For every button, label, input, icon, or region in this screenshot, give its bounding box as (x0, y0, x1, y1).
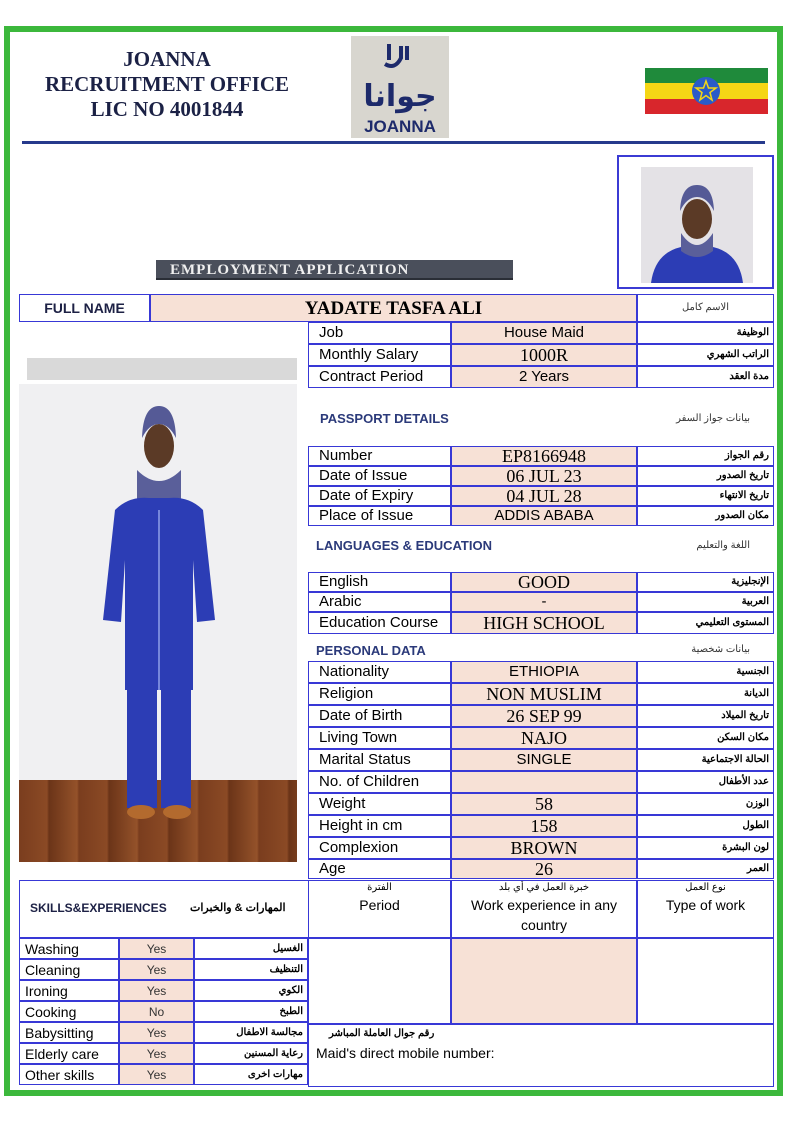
type-of-work-header-cell (637, 880, 774, 938)
row-label: Age (308, 859, 451, 879)
passport-section-title: PASSPORT DETAILS (320, 411, 449, 426)
row-value: SINGLE (451, 749, 637, 771)
mobile-number-cell (308, 1024, 774, 1087)
row-label-ar: مكان الصدور (637, 506, 774, 526)
row-value: GOOD (451, 572, 637, 592)
skills-title: SKILLS&EXPERIENCES (30, 901, 167, 915)
row-label-ar: عدد الأطفال (637, 771, 774, 793)
mobile-number-ar: رقم جوال العاملة المباشر (329, 1028, 435, 1039)
row-label: Education Course (308, 612, 451, 634)
row-label: Monthly Salary (308, 344, 451, 366)
logo-arabic: جوانا (363, 79, 437, 114)
row-value: 158 (451, 815, 637, 837)
row-label-ar: الراتب الشهري (637, 344, 774, 366)
row-label-ar: الديانة (637, 683, 774, 705)
work-experience-label: Work experience in any country (470, 897, 618, 933)
row-value: NON MUSLIM (451, 683, 637, 705)
type-of-work-ar: نوع العمل (685, 882, 726, 893)
row-value: ETHIOPIA (451, 661, 637, 683)
office-title: RECRUITMENT OFFICE (44, 72, 290, 96)
row-label-ar: مكان السكن (637, 727, 774, 749)
row-value (451, 771, 637, 793)
row-label-ar: العمر (637, 859, 774, 879)
languages-section-title: LANGUAGES & EDUCATION (316, 538, 492, 553)
joanna-logo (351, 36, 449, 138)
languages-section-title-ar: اللغة والتعليم (696, 540, 750, 551)
row-value: HIGH SCHOOL (451, 612, 637, 634)
full-name-ar: الاسم كامل (681, 302, 730, 313)
personal-section-title: PERSONAL DATA (316, 643, 426, 658)
row-value: 06 JUL 23 (451, 466, 637, 486)
row-label-ar: مدة العقد (637, 366, 774, 388)
full-name-value: YADATE TASFA ALI (304, 298, 483, 319)
row-label: Living Town (308, 727, 451, 749)
row-label: Contract Period (308, 366, 451, 388)
skill-label: Elderly care (19, 1043, 119, 1064)
row-label: Nationality (308, 661, 451, 683)
row-label-ar: الطول (637, 815, 774, 837)
row-label: No. of Children (308, 771, 451, 793)
full-name-value-cell (150, 294, 637, 322)
skill-value: Yes (119, 1043, 194, 1064)
type-of-work-label: Type of work (665, 897, 746, 913)
skill-label-ar: الطبخ (194, 1001, 308, 1022)
row-value: - (451, 592, 637, 612)
work-experience-ar: خبرة العمل في أي بلد (498, 882, 590, 893)
row-label-ar: تاريخ الانتهاء (637, 486, 774, 506)
row-label: Date of Birth (308, 705, 451, 727)
row-label: Arabic (308, 592, 451, 612)
photo-caption-bar (27, 358, 297, 380)
row-value: 26 SEP 99 (451, 705, 637, 727)
period-label: Period (359, 897, 400, 913)
skill-value: Yes (119, 1064, 194, 1085)
full-name-label-cell (19, 294, 150, 322)
row-label: Weight (308, 793, 451, 815)
skills-header-cell (19, 880, 308, 938)
logo-latin: JOANNA (364, 117, 436, 136)
row-label-ar: رقم الجواز (637, 446, 774, 466)
application-banner: EMPLOYMENT APPLICATION (156, 260, 513, 280)
full-name-label: FULL NAME (44, 300, 125, 316)
experience-country-cell (451, 938, 637, 1024)
skill-label-ar: مهارات اخرى (194, 1064, 308, 1085)
row-label-ar: الوزن (637, 793, 774, 815)
row-value: ADDIS ABABA (451, 506, 637, 526)
row-value: 2 Years (451, 366, 637, 388)
row-label-ar: المستوى التعليمي (637, 612, 774, 634)
row-label-ar: لون البشرة (637, 837, 774, 859)
header-divider (22, 141, 765, 144)
row-label-ar: العربية (637, 592, 774, 612)
full-name-ar-cell (637, 294, 774, 322)
skill-label-ar: الغسيل (194, 938, 308, 959)
personal-section-title-ar: بيانات شخصية (691, 644, 750, 655)
office-name: JOANNA (123, 47, 211, 71)
skills-title-ar: المهارات & والخبرات (190, 902, 286, 914)
skill-label-ar: الكوي (194, 980, 308, 1001)
skill-value: Yes (119, 938, 194, 959)
license-number: LIC NO 4001844 (90, 97, 244, 121)
row-label: Place of Issue (308, 506, 451, 526)
row-value: BROWN (451, 837, 637, 859)
full-body-photo (19, 384, 297, 862)
row-label: English (308, 572, 451, 592)
passport-section-title-ar: بيانات جواز السفر (676, 413, 750, 424)
work-experience-header-cell (451, 880, 637, 938)
period-ar: الفترة (367, 882, 392, 893)
skill-value: Yes (119, 959, 194, 980)
skill-label-ar: التنظيف (194, 959, 308, 980)
row-value: 1000R (451, 344, 637, 366)
row-label: Date of Issue (308, 466, 451, 486)
skill-label-ar: مجالسة الاطفال (194, 1022, 308, 1043)
skill-label: Washing (19, 938, 119, 959)
experience-type-cell (637, 938, 774, 1024)
row-label: Number (308, 446, 451, 466)
portrait-photo (617, 155, 774, 289)
row-label-ar: تاريخ الصدور (637, 466, 774, 486)
row-label: Complexion (308, 837, 451, 859)
row-label: Job (308, 322, 451, 344)
skill-label: Cleaning (19, 959, 119, 980)
skill-label-ar: رعاية المسنين (194, 1043, 308, 1064)
row-label-ar: الجنسية (637, 661, 774, 683)
row-value: EP8166948 (451, 446, 637, 466)
row-label-ar: الحالة الاجتماعية (637, 749, 774, 771)
skill-value: No (119, 1001, 194, 1022)
mobile-number-label: Maid's direct mobile number: (316, 1045, 495, 1061)
row-label-ar: تاريخ الميلاد (637, 705, 774, 727)
row-label-ar: الإنجليزية (637, 572, 774, 592)
row-value: 58 (451, 793, 637, 815)
period-header-cell (308, 880, 451, 938)
row-value: 26 (451, 859, 637, 879)
row-label: Height in cm (308, 815, 451, 837)
flag-emblem-icon (691, 76, 721, 106)
row-label: Marital Status (308, 749, 451, 771)
skill-label: Ironing (19, 980, 119, 1001)
skill-value: Yes (119, 1022, 194, 1043)
skill-label: Babysitting (19, 1022, 119, 1043)
office-header (22, 47, 312, 122)
row-label: Date of Expiry (308, 486, 451, 506)
row-label: Religion (308, 683, 451, 705)
row-label-ar: الوظيفة (637, 322, 774, 344)
ethiopia-flag (645, 68, 768, 114)
skill-label: Cooking (19, 1001, 119, 1022)
skill-label: Other skills (19, 1064, 119, 1085)
row-value: NAJO (451, 727, 637, 749)
row-value: 04 JUL 28 (451, 486, 637, 506)
row-value: House Maid (451, 322, 637, 344)
person-figure (89, 400, 229, 840)
skill-value: Yes (119, 980, 194, 1001)
experience-period-cell (308, 938, 451, 1024)
